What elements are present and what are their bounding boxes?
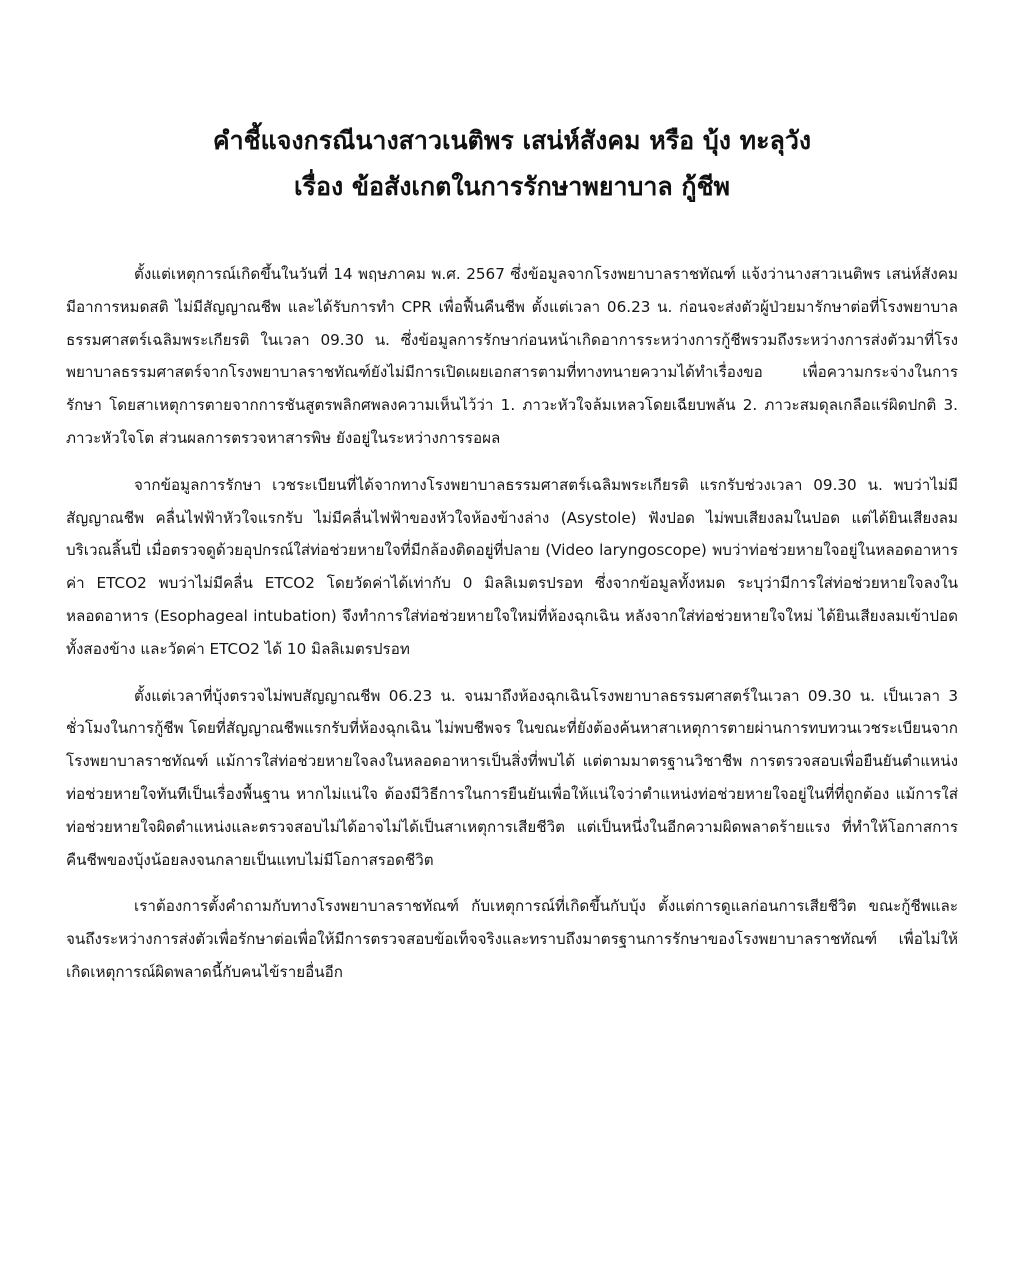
paragraph-4: เราต้องการตั้งคำถามกับทางโรงพยาบาลราชทัณฑ์ กับเหตุการณ์ที่เกิดขึ้นกับบุ้ง ตั้งแต่การดูแลก่อนการเสียชีวิต ขณะกู้ชีพและจนถึงระหว่างการส่งตัวเพื่อรักษาต่อเพื่อให้มีการตรวจสอบข้อเท็จจริงและทราบถึงมาตรฐานการรักษาของโรงพยาบาลราชทัณฑ์ เพื่อไม่ให้เกิดเหตุการณ์ผิดพลาดนี้กับคนไข้รายอื่นอีก: [66, 897, 958, 981]
title-line-2: เรื่อง ข้อสังเกตในการรักษาพยาบาล กู้ชีพ: [293, 172, 731, 201]
title-line-1: คำชี้แจงกรณีนางสาวเนติพร เสน่ห์สังคม หรือ บุ้ง ทะลุวัง: [212, 126, 812, 155]
paragraph-3: ตั้งแต่เวลาที่บุ้งตรวจไม่พบสัญญาณชีพ 06.23 น. จนมาถึงห้องฉุกเฉินโรงพยาบาลธรรมศาสตร์ในเวลา 09.30 น. เป็นเวลา 3 ชั่วโมงในการกู้ชีพ โดยที่สัญญาณชีพแรกรับที่ห้องฉุกเฉิน ไม่พบชีพจร ในขณะที่ยังต้องค้นหาสาเหตุการตายผ่านการทบทวนเวชระเบียนจากโรงพยาบาลราชทัณฑ์ แม้การใส่ท่อช่วยหายใจลงในหลอดอาหารเป็นสิ่งที่พบได้ แต่ตามมาตรฐานวิชาชีพ การตรวจสอบเพื่อยืนยันตำแหน่งท่อช่วยหายใจทันทีเป็นเรื่องพื้นฐาน หากไม่แน่ใจ ต้องมีวิธีการในการยืนยันเพื่อให้แน่ใจว่าตำแหน่งท่อช่วยหายใจอยู่ในที่ที่ถูกต้อง แม้การใส่ท่อช่วยหายใจผิดตำแหน่งและตรวจสอบไม่ได้อาจไม่ได้เป็นสาเหตุการเสียชีวิต แต่เป็นหนึ่งในอีกความผิดพลาดร้ายแรง ที่ทำให้โอกาสการคืนชีพของบุ้งน้อยลงจนกลายเป็นแทบไม่มีโอกาสรอดชีวิต: [66, 686, 958, 869]
paragraph-1: ตั้งแต่เหตุการณ์เกิดขึ้นในวันที่ 14 พฤษภาคม พ.ศ. 2567 ซึ่งข้อมูลจากโรงพยาบาลราชทัณฑ์ แจ้งว่านางสาวเนติพร เสน่ห์สังคม มีอาการหมดสติ ไม่มีสัญญาณชีพ และได้รับการทำ CPR เพื่อฟื้นคืนชีพ ตั้งแต่เวลา 06.23 น. ก่อนจะส่งตัวผู้ป่วยมารักษาต่อที่โรงพยาบาลธรรมศาสตร์เฉลิมพระเกียรติ ในเวลา 09.30 น. ซึ่งข้อมูลการรักษาก่อนหน้าเกิดอาการระหว่างการกู้ชีพรวมถึงระหว่างการส่งตัวมาที่โรงพยาบาลธรรมศาสตร์จากโรงพยาบาลราชทัณฑ์ยังไม่มีการเปิดเผยเอกสารตามที่ทางทนายความได้ทำเรื่องขอ เพื่อความกระจ่างในการรักษา โดยสาเหตุการตายจากการชันสูตรพลิกศพลงความเห็นไว้ว่า 1. ภาวะหัวใจล้มเหลวโดยเฉียบพลัน 2. ภาวะสมดุลเกลือแร่ผิดปกติ 3. ภาวะหัวใจโต ส่วนผลการตรวจหาสารพิษ ยังอยู่ในระหว่างการรอผล: [66, 265, 958, 447]
document-title: [60, 118, 964, 210]
document-body: [66, 258, 958, 1003]
paragraph-2: จากข้อมูลการรักษา เวชระเบียนที่ได้จากทางโรงพยาบาลธรรมศาสตร์เฉลิมพระเกียรติ แรกรับช่วงเวลา 09.30 น. พบว่าไม่มีสัญญาณชีพ คลื่นไฟฟ้าหัวใจแรกรับ ไม่มีคลื่นไฟฟ้าของหัวใจห้องข้างล่าง (Asystole) ฟังปอด ไม่พบเสียงลมในปอด แต่ได้ยินเสียงลมบริเวณลิ้นปี่ เมื่อตรวจดูด้วยอุปกรณ์ใส่ท่อช่วยหายใจที่มีกล้องติดอยู่ที่ปลาย (Video laryngoscope) พบว่าท่อช่วยหายใจอยู่ในหลอดอาหาร ค่า ETCO2 พบว่าไม่มีคลื่น ETCO2 โดยวัดค่าได้เท่ากับ 0 มิลลิเมตรปรอท ซึ่งจากข้อมูลทั้งหมด ระบุว่ามีการใส่ท่อช่วยหายใจลงในหลอดอาหาร (Esophageal intubation) จึงทำการใส่ท่อช่วยหายใจใหม่ที่ห้องฉุกเฉิน หลังจากใส่ท่อช่วยหายใจใหม่ ได้ยินเสียงลมเข้าปอดทั้งสองข้าง และวัดค่า ETCO2 ได้ 10 มิลลิเมตรปรอท: [66, 475, 958, 658]
